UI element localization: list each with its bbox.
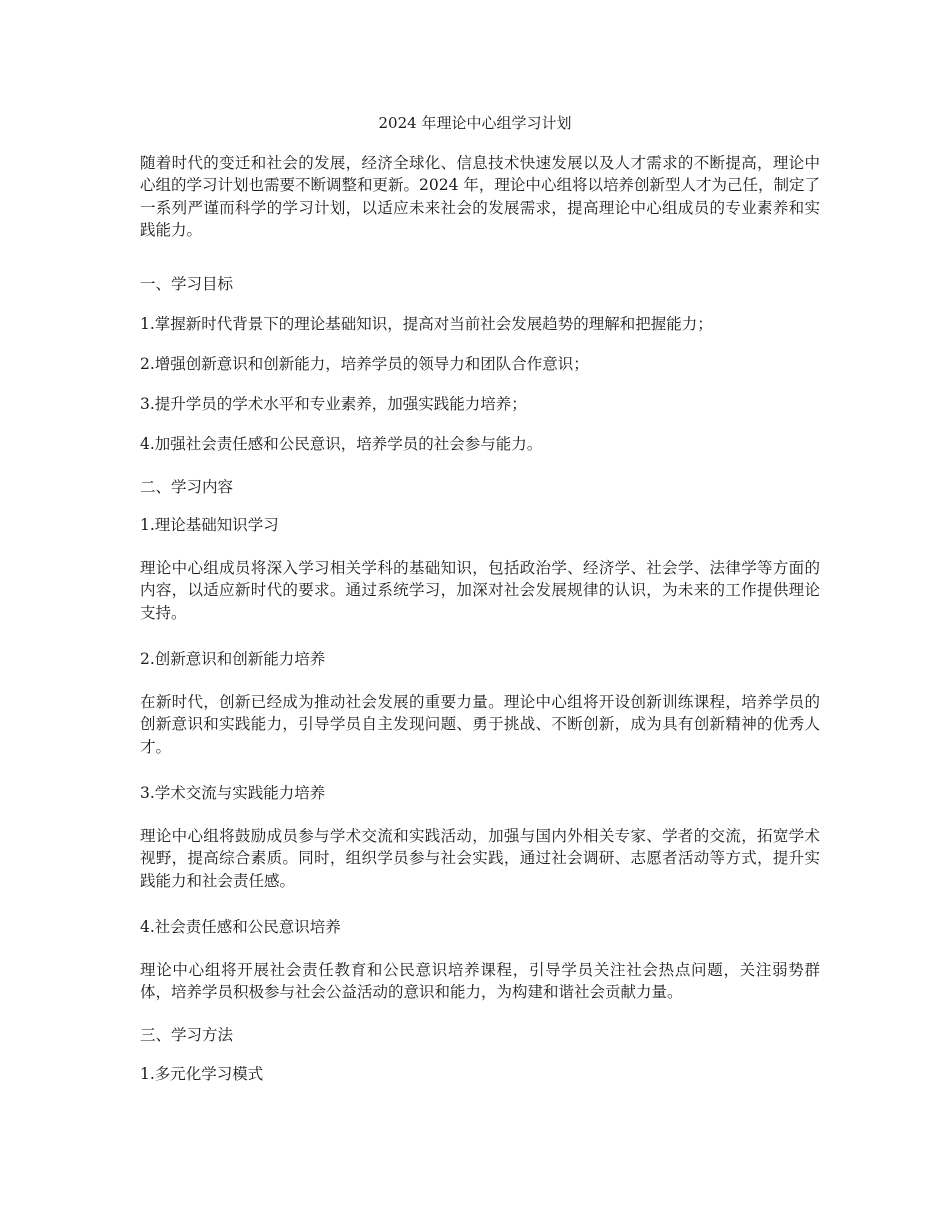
goal-item: 1.掌握新时代背景下的理论基础知识，提高对当前社会发展趋势的理解和把握能力； bbox=[140, 315, 713, 333]
document-title: 2024 年理论中心组学习计划 bbox=[378, 114, 572, 132]
section-heading-methods: 三、学习方法 bbox=[140, 1026, 234, 1044]
subsection-heading: 2.创新意识和创新能力培养 bbox=[140, 650, 326, 668]
goal-item: 3.提升学员的学术水平和专业素养，加强实践能力培养； bbox=[140, 395, 527, 413]
section-heading-content: 二、学习内容 bbox=[140, 478, 234, 496]
subsection-heading: 3.学术交流与实践能力培养 bbox=[140, 784, 326, 802]
subsection-body: 理论中心组成员将深入学习相关学科的基础知识，包括政治学、经济学、社会学、法律学等方面的内容，以适应新时代的要求。通过系统学习，加深对社会发展规律的认识，为未来的工作提供理论支持。 bbox=[140, 559, 820, 622]
section-heading-goals: 一、学习目标 bbox=[140, 275, 234, 293]
goal-item: 2.增强创新意识和创新能力，培养学员的领导力和团队合作意识； bbox=[140, 355, 589, 373]
subsection-body: 理论中心组将开展社会责任教育和公民意识培养课程，引导学员关注社会热点问题，关注弱势群体，培养学员积极参与社会公益活动的意识和能力，为构建和谐社会贡献力量。 bbox=[140, 961, 820, 1002]
goal-item: 4.加强社会责任感和公民意识，培养学员的社会参与能力。 bbox=[140, 435, 543, 453]
subsection-heading: 1.理论基础知识学习 bbox=[140, 516, 279, 534]
subsection-body: 在新时代，创新已经成为推动社会发展的重要力量。理论中心组将开设创新训练课程，培养学员的创新意识和实践能力，引导学员自主发现问题、勇于挑战、不断创新，成为具有创新精神的优秀人才。 bbox=[140, 693, 820, 756]
method-item: 1.多元化学习模式 bbox=[140, 1065, 264, 1083]
subsection-body: 理论中心组将鼓励成员参与学术交流和实践活动，加强与国内外相关专家、学者的交流，拓宽学术视野，提高综合素质。同时，组织学员参与社会实践，通过社会调研、志愿者活动等方式，提升实践能力和社会责任感。 bbox=[140, 827, 820, 890]
subsection-heading: 4.社会责任感和公民意识培养 bbox=[140, 918, 341, 936]
intro-paragraph: 随着时代的变迁和社会的发展，经济全球化、信息技术快速发展以及人才需求的不断提高，理论中心组的学习计划也需要不断调整和更新。2024 年，理论中心组将以培养创新型人才为己任，制定了一系列严谨而科学的学习计划，以适应未来社会的发展需求，提高理论中心组成员的专业素养和实践能力。 bbox=[140, 154, 820, 239]
